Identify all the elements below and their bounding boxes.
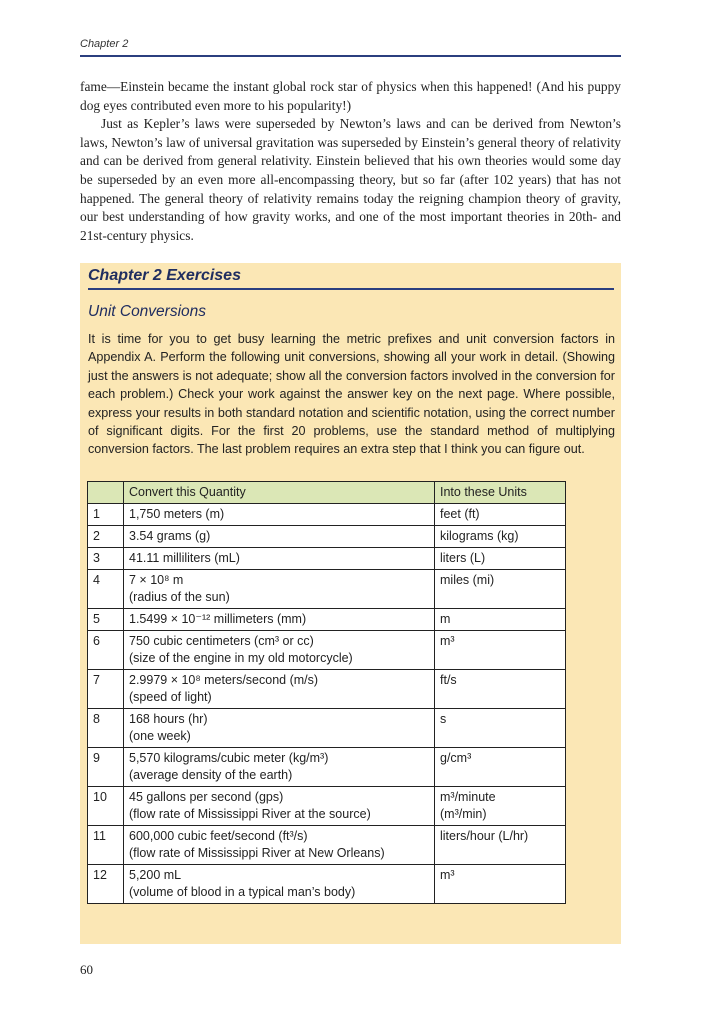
row-number: 9: [88, 748, 124, 787]
units-cell: [435, 631, 566, 670]
units-text: m³: [440, 634, 455, 648]
table-row: [88, 865, 566, 904]
units-text: m³: [440, 868, 455, 882]
header-quantity: Convert this Quantity: [124, 482, 435, 504]
units-note: (m³/min): [440, 807, 487, 821]
paragraph-1: fame—Einstein became the instant global rock star of physics when this happened! (And his puppy dog eyes contributed even more to his popularity!): [80, 79, 621, 113]
quantity-cell: [124, 709, 435, 748]
quantity-cell: [124, 865, 435, 904]
row-number: 3: [88, 548, 124, 570]
units-text: ft/s: [440, 673, 457, 687]
table-row: [88, 609, 566, 631]
quantity-text: 7 × 10⁸ m: [129, 573, 184, 587]
quantity-text: 600,000 cubic feet/second (ft³/s): [129, 829, 308, 843]
row-number: 1: [88, 504, 124, 526]
quantity-cell: [124, 787, 435, 826]
units-text: m³/minute: [440, 790, 496, 804]
units-text: g/cm³: [440, 751, 472, 765]
units-text: miles (mi): [440, 573, 495, 587]
table-row: [88, 670, 566, 709]
units-text: liters (L): [440, 551, 486, 565]
quantity-note: (radius of the sun): [129, 590, 230, 604]
quantity-text: 5,570 kilograms/cubic meter (kg/m³): [129, 751, 329, 765]
table-row: [88, 548, 566, 570]
exercises-intro: It is time for you to get busy learning the metric prefixes and unit conversion factors in Appendix A. Perform the following unit conversions, showing all your work in detail. (Showing just the answers is not adequate; show all the conversion factors involved in the conversion for each problem.) Check your work against the answer key on the next page. Where possible, express your results in both standard notation and scientific notation, using the correct number of significant digits. For the first 20 problems, use the standard method of multiplying conversion factors. The last problem requires an extra step that I think you can figure out.: [88, 332, 615, 457]
quantity-cell: [124, 504, 435, 526]
row-number: 2: [88, 526, 124, 548]
quantity-note: (size of the engine in my old motorcycle): [129, 651, 353, 665]
table-row: [88, 826, 566, 865]
units-cell: [435, 548, 566, 570]
quantity-text: 750 cubic centimeters (cm³ or cc): [129, 634, 314, 648]
quantity-note: (volume of blood in a typical man’s body): [129, 885, 356, 899]
row-number: 10: [88, 787, 124, 826]
row-number: 7: [88, 670, 124, 709]
quantity-cell: [124, 526, 435, 548]
table-row: [88, 526, 566, 548]
paragraph-2: Just as Kepler’s laws were superseded by Newton’s laws and can be derived from Newton’s laws, Newton’s law of universal gravitation was superseded by Einstein’s general theory of relativity and can be derived from general relativity. Einstein believed that his own theories would some day be superseded by an even more all-encompassing theory, but so far (after 102 years) that has not happened. The general theory of relativity remains today the reigning champion theory of gravity, our best understanding of how gravity works, and one of the most important theories in 20th- and 21st-century physics.: [80, 116, 621, 243]
quantity-text: 1.5499 × 10⁻¹² millimeters (mm): [129, 612, 307, 626]
quantity-text: 168 hours (hr): [129, 712, 208, 726]
quantity-text: 2.9979 × 10⁸ meters/second (m/s): [129, 673, 319, 687]
table-row: [88, 787, 566, 826]
quantity-text: 3.54 grams (g): [129, 529, 211, 543]
header-units: Into these Units: [435, 482, 566, 504]
units-cell: [435, 865, 566, 904]
exercises-title: Chapter 2 Exercises: [88, 267, 614, 290]
chapter-label: Chapter 2: [80, 38, 129, 50]
units-cell: [435, 526, 566, 548]
units-text: kilograms (kg): [440, 529, 519, 543]
quantity-cell: [124, 748, 435, 787]
exercises-box: [80, 263, 621, 944]
body-text: [80, 78, 621, 245]
quantity-cell: [124, 570, 435, 609]
units-cell: [435, 570, 566, 609]
exercises-subtitle: Unit Conversions: [88, 303, 207, 320]
row-number: 5: [88, 609, 124, 631]
page-number: 60: [80, 962, 93, 977]
row-number: 4: [88, 570, 124, 609]
row-number: 6: [88, 631, 124, 670]
quantity-cell: [124, 548, 435, 570]
units-cell: [435, 670, 566, 709]
table-row: [88, 570, 566, 609]
units-cell: [435, 787, 566, 826]
header-number: [88, 482, 124, 504]
units-text: s: [440, 712, 447, 726]
quantity-note: (speed of light): [129, 690, 212, 704]
quantity-cell: [124, 609, 435, 631]
quantity-note: (flow rate of Mississippi River at New Orleans): [129, 846, 385, 860]
quantity-note: (one week): [129, 729, 191, 743]
units-text: m: [440, 612, 451, 626]
quantity-text: 45 gallons per second (gps): [129, 790, 284, 804]
quantity-text: 1,750 meters (m): [129, 507, 225, 521]
conversion-table: [87, 481, 566, 904]
units-cell: [435, 504, 566, 526]
table-header-row: [88, 482, 566, 504]
quantity-note: (average density of the earth): [129, 768, 293, 782]
quantity-cell: [124, 826, 435, 865]
row-number: 11: [88, 826, 124, 865]
table-row: [88, 748, 566, 787]
row-number: 8: [88, 709, 124, 748]
quantity-text: 5,200 mL: [129, 868, 182, 882]
table-row: [88, 709, 566, 748]
quantity-cell: [124, 670, 435, 709]
row-number: 12: [88, 865, 124, 904]
running-header: [80, 38, 621, 57]
units-cell: [435, 748, 566, 787]
table-row: [88, 631, 566, 670]
quantity-note: (flow rate of Mississippi River at the source): [129, 807, 371, 821]
quantity-cell: [124, 631, 435, 670]
units-cell: [435, 709, 566, 748]
units-cell: [435, 826, 566, 865]
units-text: feet (ft): [440, 507, 480, 521]
table-row: [88, 504, 566, 526]
units-cell: [435, 609, 566, 631]
quantity-text: 41.11 milliliters (mL): [129, 551, 240, 565]
units-text: liters/hour (L/hr): [440, 829, 529, 843]
